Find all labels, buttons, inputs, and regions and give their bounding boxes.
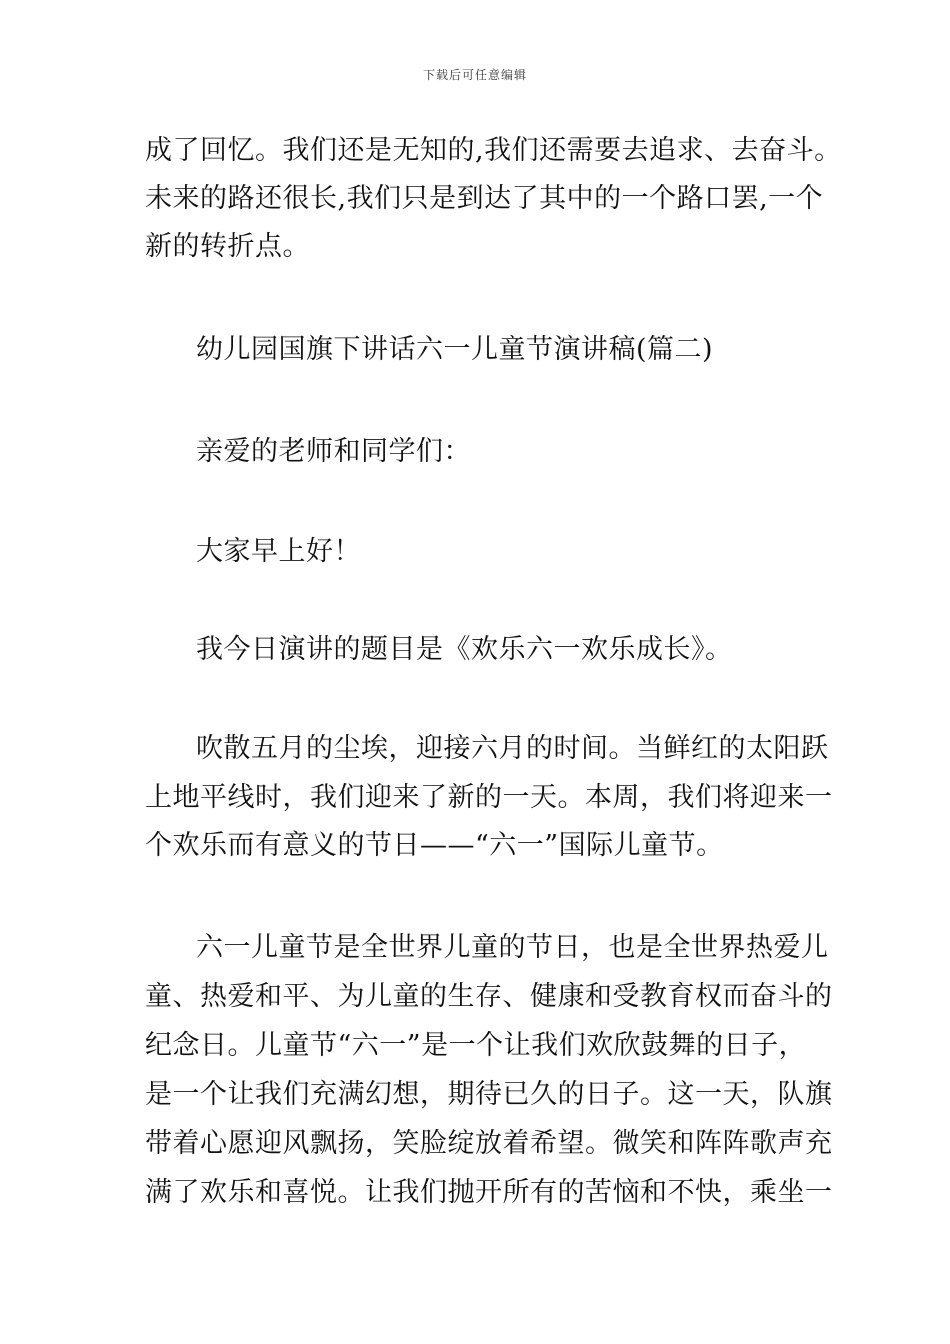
text-line: 成了回忆。我们还是无知的,我们还需要去追求、去奋斗。 (145, 135, 842, 166)
text-line: 上地平线时，我们迎来了新的一天。本周，我们将迎来一 (145, 782, 833, 813)
text-line: 童、热爱和平、为儿童的生存、健康和受教育权而奋斗的 (145, 981, 833, 1012)
page-header: 下载后可任意编辑 (422, 68, 527, 82)
text-line: 是一个让我们充满幻想，期待已久的日子。这一天，队旗 (145, 1079, 833, 1110)
greeting: 大家早上好！ (196, 536, 361, 567)
text-line: 纪念日。儿童节“六一”是一个让我们欢欣鼓舞的日子， (145, 1030, 807, 1061)
text-line: 满了欢乐和喜悦。让我们抛开所有的苦恼和不快，乘坐一 (145, 1177, 833, 1208)
text-line: 新的转折点。 (145, 231, 310, 262)
text-line: 个欢乐而有意义的节日——“六一”国际儿童节。 (145, 830, 724, 861)
salutation: 亲爱的老师和同学们： (196, 436, 471, 467)
text-line: 六一儿童节是全世界儿童的节日，也是全世界热爱儿 (196, 932, 829, 963)
text-line: 未来的路还很长,我们只是到达了其中的一个路口罢,一个 (145, 183, 824, 214)
text-line: 带着心愿迎风飘扬，笑脸绽放着希望。微笑和阵阵歌声充 (145, 1128, 833, 1159)
text-line: 吹散五月的尘埃，迎接六月的时间。当鲜红的太阳跃 (196, 733, 829, 764)
speech-title: 幼儿园国旗下讲话六一儿童节演讲稿(篇二) (196, 334, 714, 365)
topic-line: 我今日演讲的题目是《欢乐六一欢乐成长》。 (196, 634, 733, 665)
